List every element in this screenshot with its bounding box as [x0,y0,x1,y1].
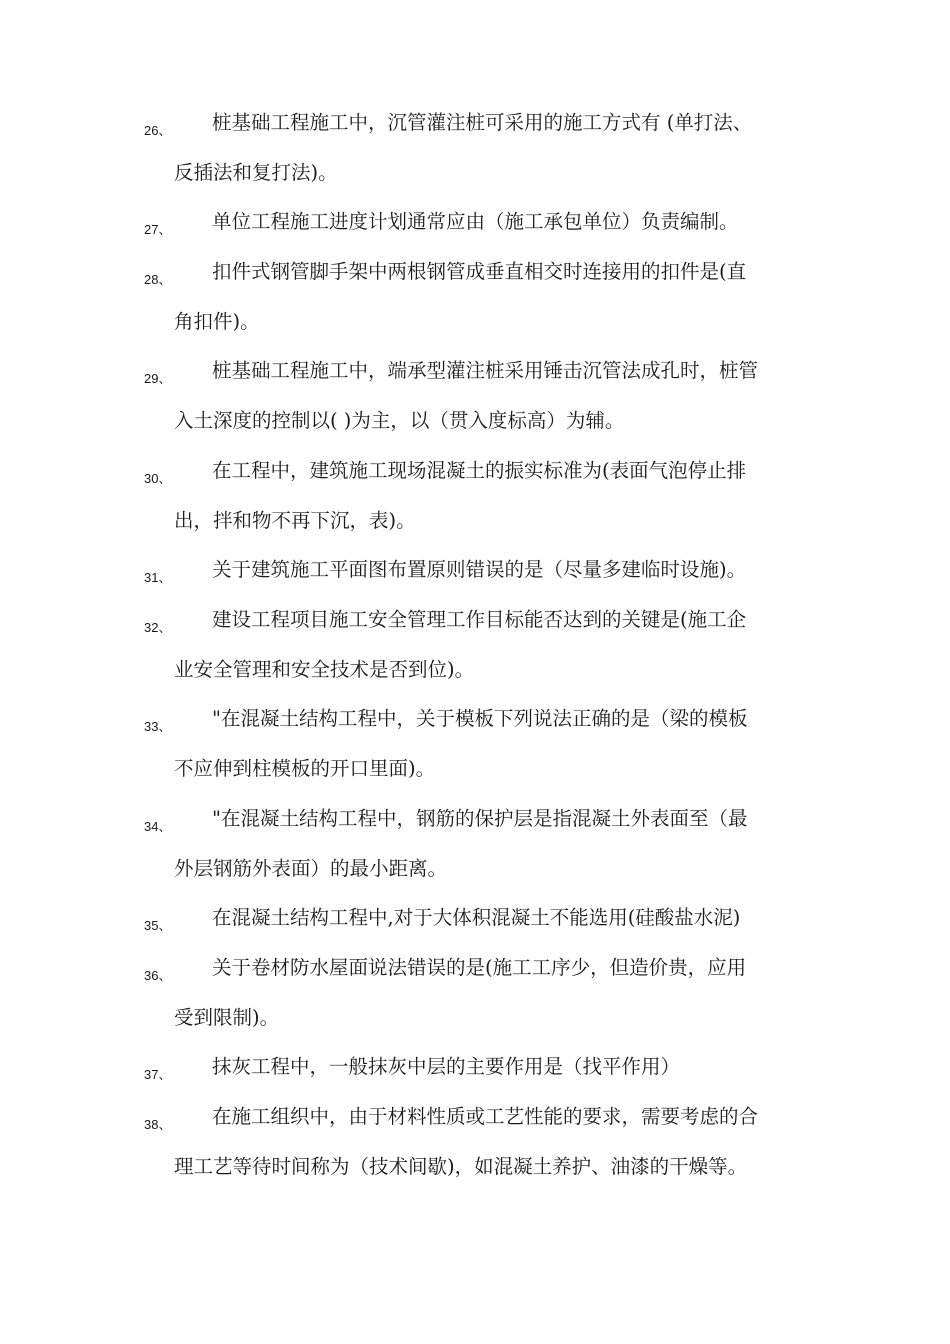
item-text-line1: "在混凝土结构工程中，钢筋的保护层是指混凝土外表面至（最 [212,807,748,830]
item-text-line1: 扣件式钢管脚手架中两根钢管成垂直相交时连接用的扣件是(直 [212,260,747,283]
item-number: 33、 [144,719,172,734]
item-text-line2: 业安全管理和安全技术是否到位)。 [174,658,475,681]
item-number: 35、 [144,918,172,933]
item-text-line2: 外层钢筋外表面）的最小距离。 [174,857,448,880]
item-text-line1: 建设工程项目施工安全管理工作目标能否达到的关键是(施工企 [212,608,747,631]
item-text-line1: "在混凝土结构工程中，关于模板下列说法正确的是（梁的模板 [212,707,748,730]
item-text-line2: 入土深度的控制以( )为主，以（贯入度标高）为辅。 [174,409,625,432]
item-number: 38、 [144,1117,172,1132]
item-text-line2: 受到限制)。 [174,1006,280,1029]
item-number: 36、 [144,968,172,983]
item-text-line2: 理工艺等待时间称为（技术间歇)，如混凝土养护、油漆的干燥等。 [174,1155,748,1178]
item-text-line1: 桩基础工程施工中，沉管灌注桩可采用的施工方式有 (单打法、 [212,111,753,134]
item-text-line1: 在工程中，建筑施工现场混凝土的振实标准为(表面气泡停止排 [212,459,747,482]
item-number: 32、 [144,620,172,635]
item-number: 28、 [144,272,172,287]
item-number: 37、 [144,1067,172,1082]
item-text-line2: 反插法和复打法)。 [174,161,338,184]
item-text-line2: 出，拌和物不再下沉，表)。 [174,509,416,532]
item-text-line1: 单位工程施工进度计划通常应由（施工承包单位）负责编制。 [212,210,739,233]
item-text-line1: 关于卷材防水屋面说法错误的是(施工工序少，但造价贵，应用 [212,956,747,979]
item-number: 26、 [144,123,172,138]
item-text-line1: 关于建筑施工平面图布置原则错误的是（尽量多建临时设施)。 [212,558,747,581]
item-number: 30、 [144,471,172,486]
item-text-line1: 在混凝土结构工程中,对于大体积混凝土不能选用(硅酸盐水泥) [212,906,741,929]
item-number: 34、 [144,819,172,834]
item-text-line1: 抹灰工程中，一般抹灰中层的主要作用是（找平作用） [212,1055,681,1078]
item-number: 29、 [144,371,172,386]
item-number: 27、 [144,222,172,237]
item-text-line1: 桩基础工程施工中，端承型灌注桩采用锤击沉管法成孔时，桩管 [212,359,759,382]
item-text-line1: 在施工组织中，由于材料性质或工艺性能的要求，需要考虑的合 [212,1105,759,1128]
item-text-line2: 不应伸到柱模板的开口里面)。 [174,757,436,780]
item-text-line2: 角扣件)。 [174,310,260,333]
item-number: 31、 [144,570,172,585]
